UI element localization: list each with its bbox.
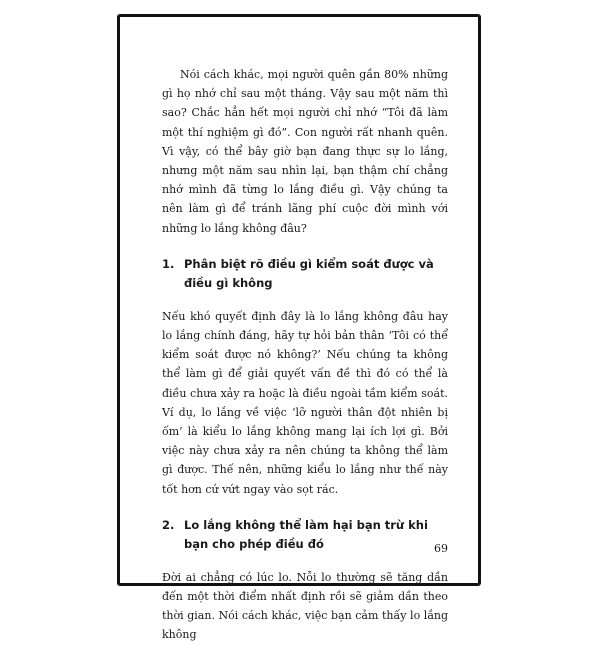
paragraph-1: Nói cách khác, mọi người quên gần 80% những gì họ nhớ chỉ sau một tháng. Vậy sau một năm thì sao? Chắc hẳn hết mọi người chỉ nhớ “Tôi đã làm một thí nghiệm gì đó”. Con người rất nhanh quên. Vì vậy, có thể bây giờ bạn đang thực sự lo lắng, nhưng một năm sau nhìn lại, bạn thậm chí chẳng nhớ mình đã từng lo lắng điều gì. Vậy chúng ta nên làm gì để tránh lãng phí cuộc đời mình với những lo lắng không đâu? xyxy=(162,68,448,235)
book-page xyxy=(117,14,481,642)
page-number: 69 xyxy=(434,542,448,555)
page-content xyxy=(162,65,448,645)
section-heading-1-number: 1. xyxy=(162,256,175,271)
section-heading-1-text: Phân biệt rõ điều gì kiểm soát được và điều gì không xyxy=(184,256,434,290)
section-heading-2 xyxy=(162,516,448,554)
section-heading-1 xyxy=(162,255,448,293)
section-heading-2-text: Lo lắng không thể làm hại bạn trừ khi bạn cho phép điều đó xyxy=(184,517,428,551)
paragraph-2: Nếu khó quyết định đây là lo lắng không đâu hay lo lắng chính đáng, hãy tự hỏi bản thân ‘Tôi có thể kiểm soát được nó không?’ Nếu chúng ta không thể làm gì để giải quyết vấn đề thì đó có thể là điều chưa xảy ra hoặc là điều ngoài tầm kiểm soát. Ví dụ, lo lắng về việc ‘lỡ người thân đột nhiên bị ốm’ là kiểu lo lắng không mang lại ích lợi gì. Bởi việc này chưa xảy ra nên chúng ta không thể làm gì được. Thế nên, những kiểu lo lắng như thế này tốt hơn cứ vứt ngay vào sọt rác. xyxy=(162,309,448,496)
paragraph-3: Đời ai chẳng có lúc lo. Nỗi lo thường sẽ tăng dần đến một thời điểm nhất định rồi sẽ giảm dần theo thời gian. Nói cách khác, việc bạn cảm thấy lo lắng không xyxy=(162,570,448,642)
section-heading-2-number: 2. xyxy=(162,517,175,532)
